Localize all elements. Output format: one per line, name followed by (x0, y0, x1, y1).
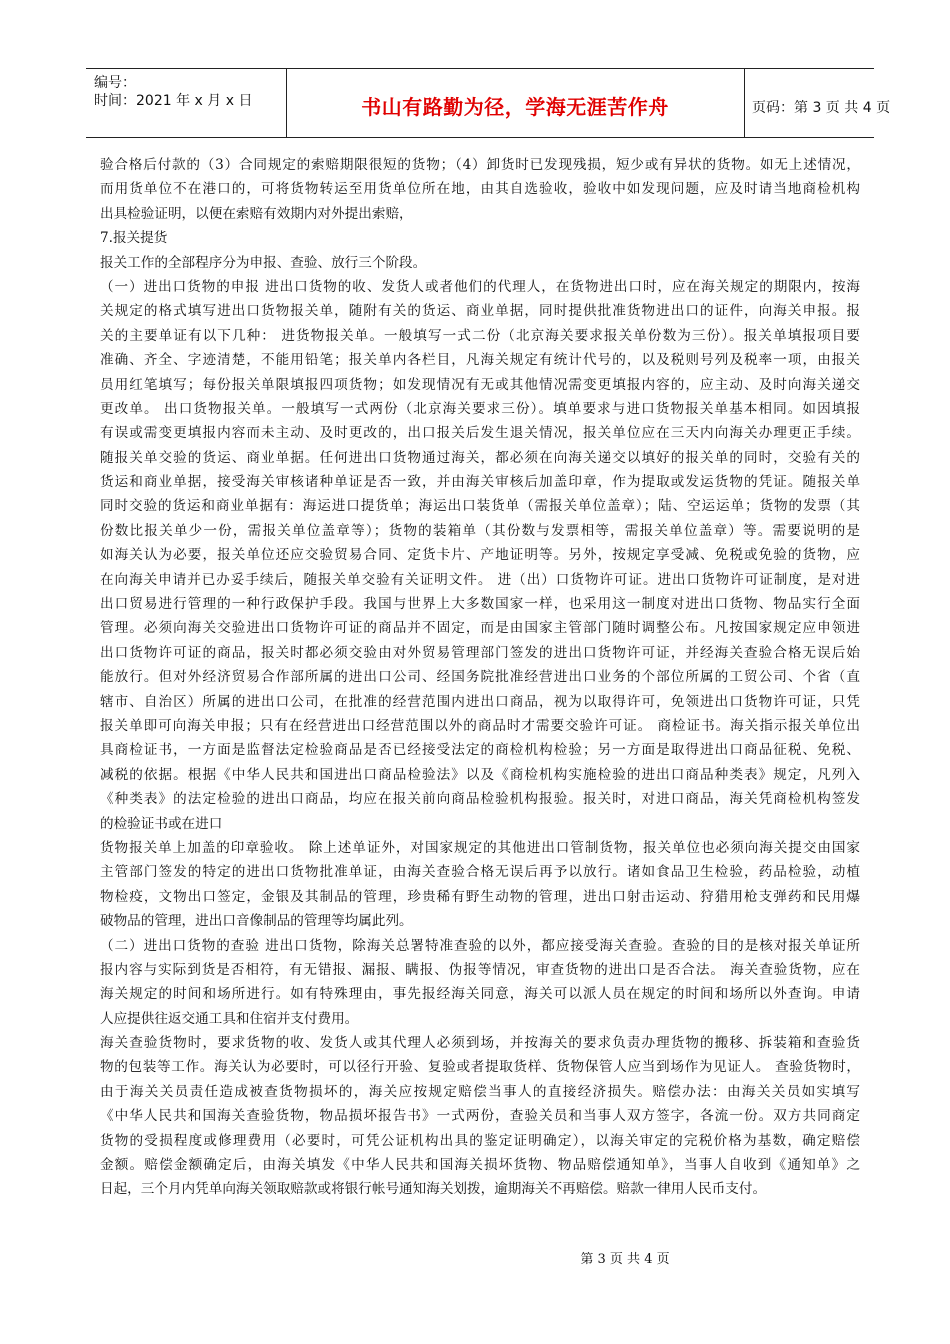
body-text-line: 出具检验证明，以便在索赔有效期内对外提出索赔， (100, 205, 413, 222)
body-text-line: 破物品的管理，进出口音像制品的管理等均属此列。 (100, 913, 413, 930)
body-text-line: 物检疫，文物出口签定，金银及其制品的管理，珍贵稀有野生动物的管理，进出口射击运动、狩猎用枪支弹药和民用爆 (100, 888, 860, 905)
header-info-cell (86, 69, 287, 137)
body-text-line: 7.报关提货 (100, 230, 168, 247)
body-text-line: 《种类表》的法定检验的进出口商品，均应在报关前向商品检验机构报验。报关时，对进口商品，海关凭商检机构签发 (100, 791, 860, 808)
body-text-line: 管理。必须向海关交验进出口货物许可证的商品并不固定，而是由国家主管部门随时调整公布。凡按国家规定应申领进 (100, 620, 860, 637)
body-text-line: 验合格后付款的（3）合同规定的索赔期限很短的货物；（4）卸货时已发现残损，短少或有异状的货物。如无上述情况， (100, 157, 860, 173)
body-text-line: 关的主要单证有以下几种： 进货物报关单。一般填写一式二份（北京海关要求报关单份数为三份）。报关单填报项目要 (100, 327, 860, 344)
header-page-number: 页码：第 3 页 共 4 页 (752, 100, 891, 116)
body-text-line: 准确、齐全、字迹清楚，不能用铅笔；报关单内各栏目，凡海关规定有统计代号的，以及税则号列及税率一项，由报关 (100, 352, 860, 369)
document-number-label: 编号： (94, 75, 136, 91)
body-text-line: 出口货物许可证的商品，报关时都必须交验由对外贸易管理部门签发的进出口货物许可证，并经海关查验合格无误后始 (100, 644, 860, 661)
body-text-line: 辖市、自治区）所属的进出口公司，在批准的经营范围内进出口商品，视为以取得许可，免领进出口货物许可证，只凭 (100, 693, 860, 710)
body-text-line: 有误或需变更填报内容而未主动、及时更改的，出口报关后发生退关情况，报关单位应在三天内向海关办理更正手续。 (100, 425, 860, 442)
body-text-line: 报内容与实际到货是否相符，有无错报、漏报、瞒报、伪报等情况，审查货物的进出口是否合法。 海关查验货物，应在 (100, 961, 860, 978)
document-body (100, 153, 860, 1202)
body-text-line: 海关查验货物时，要求货物的收、发货人或其代理人必须到场，并按海关的要求负责办理货物的搬移、拆装箱和查验货 (100, 1035, 860, 1052)
body-text-line: 随报关单交验的货运、商业单据。任何进出口货物通过海关，都必须在向海关递交以填好的报关单的同时，交验有关的 (100, 449, 860, 466)
body-text-line: （一）进出口货物的申报 进出口货物的收、发货人或者他们的代理人，在货物进出口时，应在海关规定的期限内，按海 (100, 278, 860, 295)
body-text-line: 员用红笔填写；每份报关单限填报四项货物；如发现情况有无或其他情况需变更填报内容的，应主动、及时向海关递交 (100, 376, 860, 393)
body-text-line: 减税的依据。根据《中华人民共和国进出口商品检验法》以及《商检机构实施检验的进出口商品种类表》规定，凡列入 (100, 766, 860, 783)
body-text-line: 份数比报关单少一份，需报关单位盖章等）；货物的装箱单（其份数与发票相等，需报关单位盖章）等。需要说明的是 (100, 522, 860, 539)
body-text-line: 如海关认为必要，报关单位还应交验贸易合同、定货卡片、产地证明等。另外，按规定享受减、免税或免验的货物，应 (100, 547, 860, 564)
body-text-line: 能放行。但对外经济贸易合作部所属的进出口公司、经国务院批准经营进出口业务的个部位所属的工贸公司、个省（直 (100, 669, 860, 686)
body-text-line: 主管部门签发的特定的进出口货物批准单证，由海关查验合格无误后再予以放行。诸如食品卫生检验，药品检验，动植 (100, 864, 860, 881)
body-text-line: 《中华人民共和国海关查验货物，物品损坏报告书》一式两份，查验关员和当事人双方签字，各流一份。双方共同商定 (100, 1108, 860, 1125)
body-text-line: 的检验证书或在进口 (100, 815, 223, 832)
body-text-line: 在向海关申请并已办妥手续后，随报关单交验有关证明文件。 进（出）口货物许可证。进出口货物许可证制度，是对进 (100, 571, 860, 588)
body-text-line: 关规定的格式填写进出口货物报关单，随附有关的货运、商业单据，同时提供批准货物进出口的证件，向海关申报。报 (100, 303, 860, 320)
body-text-line: 货运和商业单据，接受海关审核诸种单证是否一致，并由海关审核后加盖印章，作为提取或发运货物的凭证。随报关单 (100, 474, 860, 491)
body-text-line: 出口贸易进行管理的一种行政保护手段。我国与世界上大多数国家一样，也采用这一制度对进出口货物、物品实行全面 (100, 596, 860, 613)
page-header (86, 68, 891, 138)
body-text-line: （二）进出口货物的查验 进出口货物，除海关总署特准查验的以外，都应接受海关查验。查验的目的是核对报关单证所 (100, 937, 860, 954)
body-text-line: 同时交验的货运和商业单据有：海运进口提货单；海运出口装货单（需报关单位盖章）；陆、空运运单；货物的发票（其 (100, 498, 860, 515)
body-text-line: 报关单即可向海关申报；只有在经营进出口经营范围以外的商品时才需要交验许可证。 商检证书。海关指示报关单位出 (100, 717, 860, 734)
body-text-line: 金额。赔偿金额确定后，由海关填发《中华人民共和国海关损坏货物、物品赔偿通知单》，当事人自收到《通知单》之 (100, 1157, 860, 1174)
body-text-line: 报关工作的全部程序分为申报、查验、放行三个阶段。 (100, 254, 427, 271)
header-page-cell (744, 69, 891, 137)
body-text-line: 由于海关关员责任造成被查货物损坏的，海关应按规定赔偿当事人的直接经济损失。赔偿办法：由海关关员如实填写 (100, 1083, 860, 1100)
body-text-line: 货物报关单上加盖的印章验收。 除上述单证外，对国家规定的其他进出口管制货物，报关单位也必须向海关提交由国家 (100, 839, 860, 856)
header-motto: 书山有路勤为径，学海无涯苦作舟 (361, 95, 669, 119)
body-text-line: 海关规定的时间和场所进行。如有特殊理由，事先报经海关同意，海关可以派人员在规定的时间和场所以外查询。申请 (100, 986, 860, 1003)
document-date-label: 时间：2021 年 x 月 x 日 (94, 93, 253, 109)
header-motto-cell (286, 69, 745, 137)
footer-page-number: 第 3 页 共 4 页 (580, 1252, 670, 1267)
body-text-line: 日起，三个月内凭单向海关领取赔款或将银行帐号通知海关划拨，逾期海关不再赔偿。赔款一律用人民币支付。 (100, 1181, 767, 1198)
body-text-line: 而用货单位不在港口的，可将货物转运至用货单位所在地，由其自选验收，验收中如发现问题，应及时请当地商检机构 (100, 181, 860, 198)
page-footer (0, 1248, 950, 1267)
body-text-line: 具商检证书，一方面是监督法定检验商品是否已经接受法定的商检机构检验；另一方面是取得进出口商品征税、免税、 (100, 742, 860, 759)
body-text-line: 人应提供往返交通工具和住宿并支付费用。 (100, 1010, 359, 1027)
body-text-line: 物的包装等工作。海关认为必要时，可以径行开验、复验或者提取货样、货物保管人应当到场作为见证人。 查验货物时， (100, 1059, 860, 1076)
body-text-line: 货物的受损程度或修理费用（必要时，可凭公证机构出具的鉴定证明确定），以海关审定的完税价格为基数，确定赔偿 (100, 1132, 860, 1149)
body-text-line: 更改单。 出口货物报关单。一般填写一式两份（北京海关要求三份）。填单要求与进口货物报关单基本相同。如因填报 (100, 400, 860, 417)
